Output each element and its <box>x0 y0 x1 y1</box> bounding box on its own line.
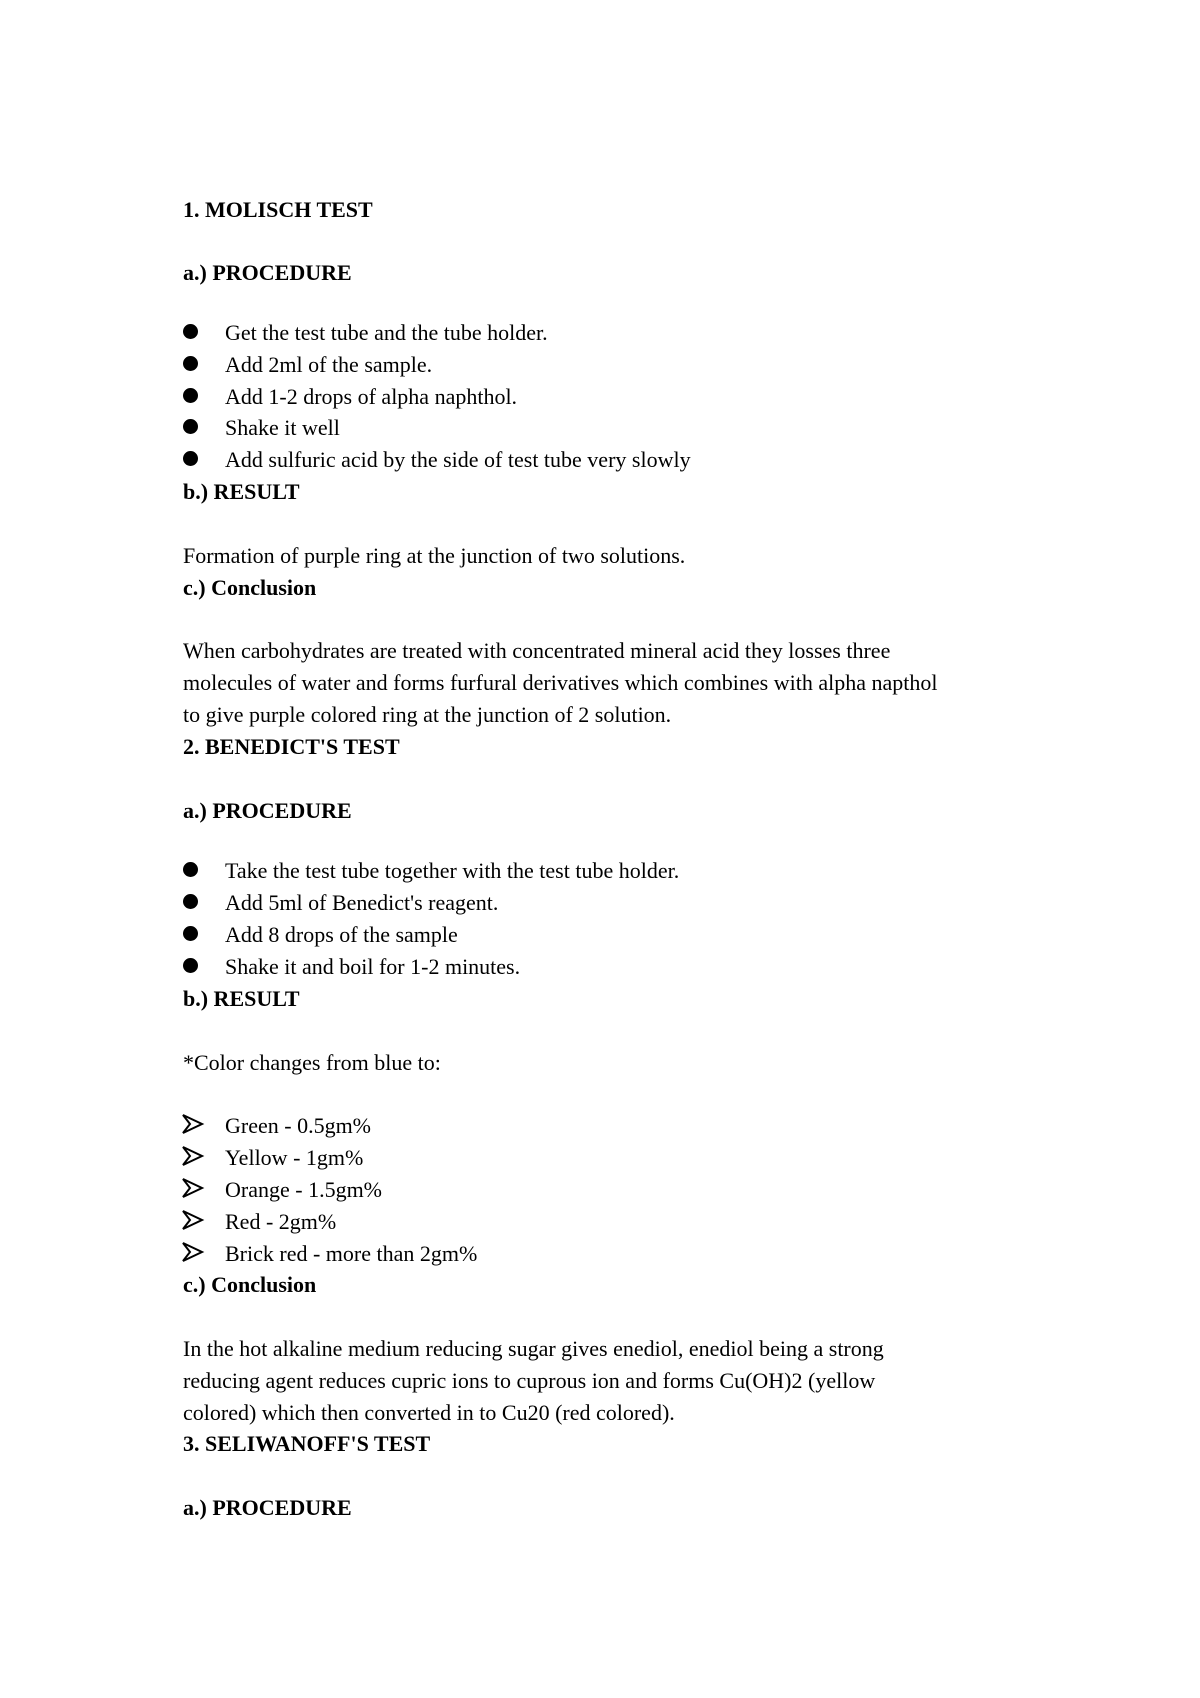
procedure-step: Add 2ml of the sample. <box>225 352 433 377</box>
procedure-step: Shake it well <box>225 415 340 440</box>
arrow-bullet-icon <box>181 1113 205 1135</box>
conclusion-heading: c.) Conclusion <box>183 1272 317 1297</box>
bullet-dot-icon <box>183 388 198 403</box>
procedure-step: Get the test tube and the tube holder. <box>225 320 548 345</box>
conclusion-text: colored) which then converted in to Cu20 (red colored). <box>183 1400 675 1425</box>
result-item: Orange - 1.5gm% <box>225 1177 383 1202</box>
bullet-dot-icon <box>183 958 198 973</box>
arrow-bullet-icon <box>181 1241 205 1263</box>
bullet-dot-icon <box>183 356 198 371</box>
procedure-step: Add sulfuric acid by the side of test tube very slowly <box>225 447 691 472</box>
result-item: Brick red - more than 2gm% <box>225 1241 478 1266</box>
conclusion-text: reducing agent reduces cupric ions to cuprous ion and forms Cu(OH)2 (yellow <box>183 1368 876 1393</box>
result-item: Green - 0.5gm% <box>225 1113 372 1138</box>
conclusion-text: molecules of water and forms furfural derivatives which combines with alpha napthol <box>183 670 938 695</box>
procedure-heading: a.) PROCEDURE <box>183 798 352 823</box>
bullet-dot-icon <box>183 862 198 877</box>
bullet-dot-icon <box>183 926 198 941</box>
arrow-bullet-icon <box>181 1209 205 1231</box>
arrow-bullet-icon <box>181 1177 205 1199</box>
bullet-dot-icon <box>183 451 198 466</box>
result-heading: b.) RESULT <box>183 479 300 504</box>
bullet-dot-icon <box>183 419 198 434</box>
result-text: Formation of purple ring at the junction of two solutions. <box>183 543 686 568</box>
result-text: *Color changes from blue to: <box>183 1050 441 1075</box>
result-item: Red - 2gm% <box>225 1209 337 1234</box>
procedure-step: Add 8 drops of the sample <box>225 922 458 947</box>
procedure-heading: a.) PROCEDURE <box>183 260 352 285</box>
bullet-dot-icon <box>183 324 198 339</box>
section-title-molisch: 1. MOLISCH TEST <box>183 197 373 222</box>
procedure-step: Add 5ml of Benedict's reagent. <box>225 890 499 915</box>
bullet-dot-icon <box>183 894 198 909</box>
conclusion-text: to give purple colored ring at the junction of 2 solution. <box>183 702 672 727</box>
procedure-step: Add 1-2 drops of alpha naphthol. <box>225 384 518 409</box>
section-title-seliwanoff: 3. SELIWANOFF'S TEST <box>183 1431 431 1456</box>
result-heading: b.) RESULT <box>183 986 300 1011</box>
arrow-bullet-icon <box>181 1145 205 1167</box>
section-title-benedict: 2. BENEDICT'S TEST <box>183 734 400 759</box>
conclusion-text: When carbohydrates are treated with concentrated mineral acid they losses three <box>183 638 891 663</box>
conclusion-text: In the hot alkaline medium reducing sugar gives enediol, enediol being a strong <box>183 1336 884 1361</box>
procedure-step: Take the test tube together with the test tube holder. <box>225 858 680 883</box>
conclusion-heading: c.) Conclusion <box>183 575 317 600</box>
procedure-step: Shake it and boil for 1-2 minutes. <box>225 954 521 979</box>
procedure-heading: a.) PROCEDURE <box>183 1495 352 1520</box>
result-item: Yellow - 1gm% <box>225 1145 364 1170</box>
